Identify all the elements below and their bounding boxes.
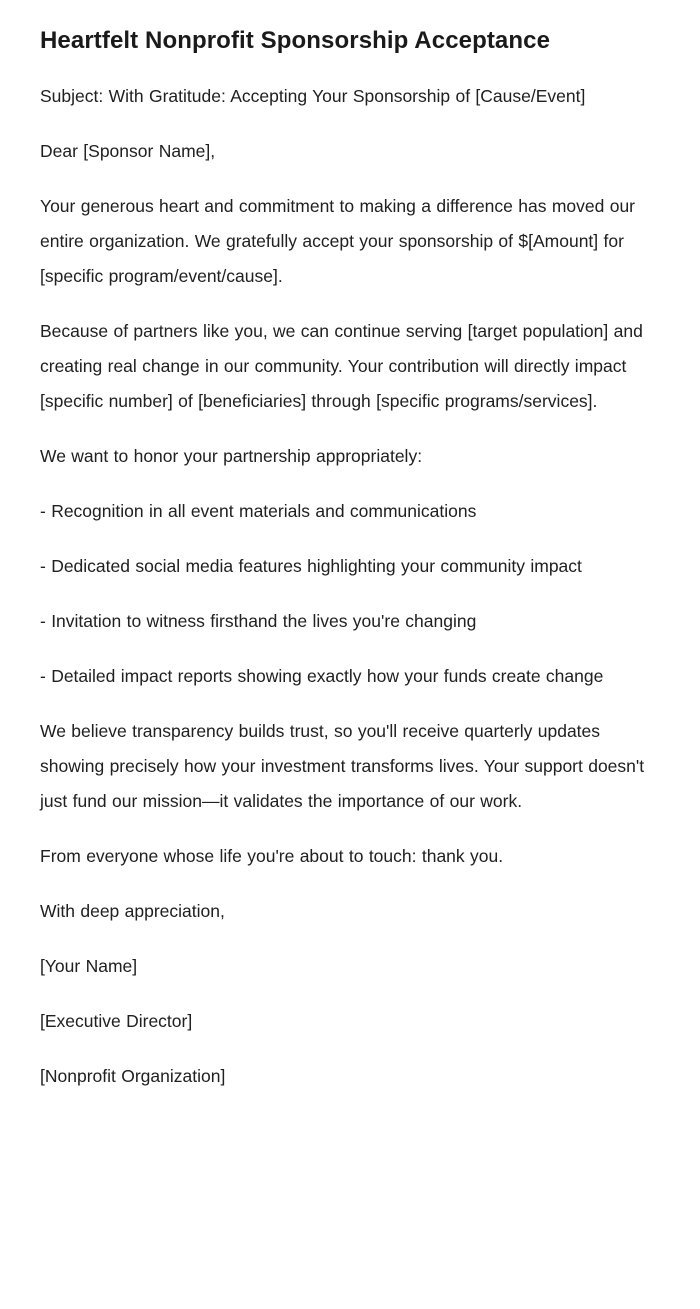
page-title: Heartfelt Nonprofit Sponsorship Acceptance bbox=[40, 27, 551, 54]
signature-organization: [Nonprofit Organization] bbox=[40, 1066, 226, 1086]
subject-line: Subject: With Gratitude: Accepting Your Sponsorship of [Cause/Event] bbox=[40, 86, 586, 106]
list-item-invitation: - Invitation to witness firsthand the lives you're changing bbox=[40, 611, 477, 631]
list-item-recognition: - Recognition in all event materials and communications bbox=[40, 501, 477, 521]
list-item-social-media: - Dedicated social media features highlighting your community impact bbox=[40, 556, 582, 576]
signature-title: [Executive Director] bbox=[40, 1011, 193, 1031]
signature-name: [Your Name] bbox=[40, 956, 138, 976]
closing-line: With deep appreciation, bbox=[40, 901, 225, 921]
list-intro: We want to honor your partnership appropriately: bbox=[40, 446, 423, 466]
thank-you-line: From everyone whose life you're about to touch: thank you. bbox=[40, 846, 504, 866]
body-paragraph-impact: Because of partners like you, we can continue serving [target population] and creating real change in our community. Your contribution will directly impact [specific number] of [beneficiaries] through [specific programs/services]. bbox=[40, 321, 643, 411]
list-item-impact-reports: - Detailed impact reports showing exactly how your funds create change bbox=[40, 666, 604, 686]
salutation: Dear [Sponsor Name], bbox=[40, 141, 216, 161]
body-paragraph-transparency: We believe transparency builds trust, so you'll receive quarterly updates showing precisely how your investment transforms lives. Your support doesn't just fund our mission—it validates the importance of our work. bbox=[40, 721, 645, 811]
body-paragraph-acceptance: Your generous heart and commitment to making a difference has moved our entire organization. We gratefully accept your sponsorship of $[Amount] for [specific program/event/cause]. bbox=[40, 196, 636, 286]
